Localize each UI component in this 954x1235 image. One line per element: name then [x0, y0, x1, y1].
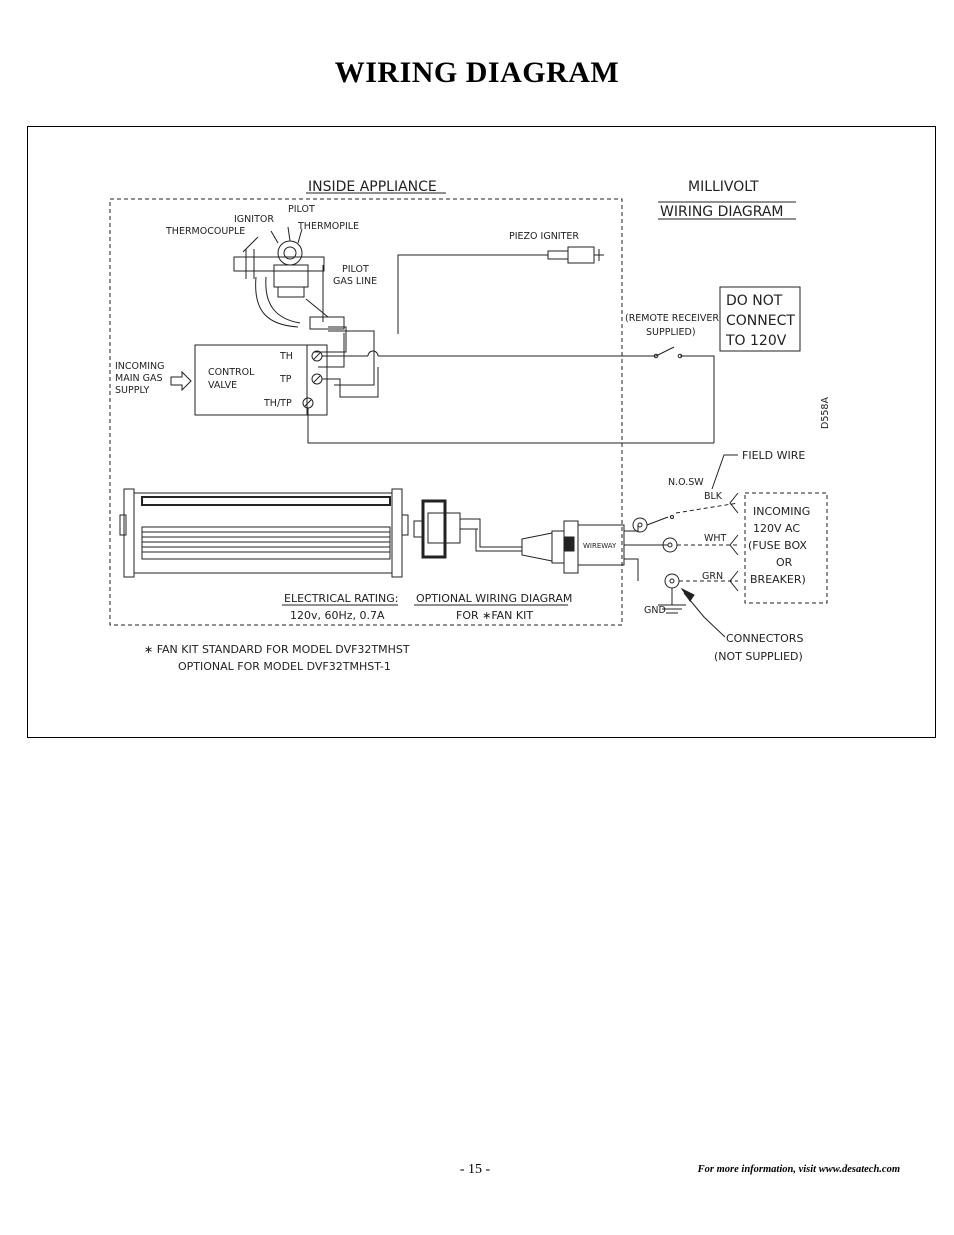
connectors-label-1: CONNECTORS: [726, 632, 804, 645]
wiring-diagram: [28, 127, 934, 736]
control-valve-label-1: CONTROL: [208, 367, 255, 378]
incoming-ac-label-3: (FUSE BOX: [748, 539, 807, 552]
grn-label: GRN: [702, 571, 724, 582]
incoming-ac-label-2: 120V AC: [753, 522, 801, 535]
incoming-gas-label-1: INCOMING: [115, 361, 165, 372]
pilot-assembly: [234, 227, 344, 329]
thermopile-label: THERMOPILE: [298, 221, 360, 232]
pilot-label: PILOT: [288, 204, 315, 215]
nosw-label: N.O.SW: [668, 477, 704, 488]
electrical-rating-label-2: 120v, 60Hz, 0.7A: [290, 609, 385, 622]
connector-blk: [633, 518, 647, 532]
page-title: WIRING DIAGRAM: [334, 56, 620, 89]
piezo-igniter: [398, 247, 604, 334]
remote-receiver-label-2: SUPPLIED): [646, 327, 696, 338]
wht-label: WHT: [704, 533, 727, 544]
th-label: TH: [280, 351, 293, 362]
remote-receiver-switch: [656, 347, 674, 356]
inside-appliance-label: INSIDE APPLIANCE: [308, 179, 437, 195]
fan-switch: [414, 501, 478, 557]
inside-appliance-boundary: [110, 199, 622, 625]
wireway-label: WIREWAY: [583, 542, 617, 550]
tp-label: TP: [280, 374, 292, 385]
pilot-gas-label-2: GAS LINE: [333, 276, 378, 287]
power-plug: [522, 533, 552, 561]
field-wire-label: FIELD WIRE: [742, 449, 806, 462]
electrical-rating-label-1: ELECTRICAL RATING:: [284, 592, 399, 605]
do-not-connect-1: DO NOT: [726, 293, 783, 309]
pilot-wire-3: [318, 333, 344, 367]
fan-kit-note-2: OPTIONAL FOR MODEL DVF32TMHST-1: [178, 660, 391, 673]
thtp-wire: [308, 408, 714, 443]
drawing-code: D558A: [820, 397, 831, 429]
field-wire-leader: [712, 455, 738, 489]
do-not-connect-3: TO 120V: [726, 333, 787, 349]
incoming-ac-label-4: OR: [776, 556, 793, 569]
incoming-gas-label-2: MAIN GAS: [115, 373, 163, 384]
diagram-frame: [27, 126, 936, 738]
incoming-gas-label-3: SUPPLY: [115, 385, 150, 396]
connectors-label-2: (NOT SUPPLIED): [714, 650, 803, 663]
millivolt-label: MILLIVOLT: [688, 179, 759, 195]
thermocouple-label: THERMOCOUPLE: [166, 226, 246, 237]
incoming-ac-label-5: BREAKER): [750, 573, 806, 586]
pilot-gas-label-1: PILOT: [342, 264, 369, 275]
gas-arrow-icon: [171, 372, 191, 390]
page-number: - 15 -: [459, 1162, 491, 1177]
no-switch: [647, 517, 668, 525]
blk-label: BLK: [704, 491, 723, 502]
ignitor-label: IGNITOR: [234, 214, 274, 225]
footer-info: For more information, visit www.desatech.com: [697, 1164, 900, 1175]
do-not-connect-2: CONNECT: [726, 313, 795, 329]
control-valve-label-2: VALVE: [208, 380, 238, 391]
wiring-diagram-label: WIRING DIAGRAM: [660, 204, 784, 220]
incoming-ac-label-1: INCOMING: [753, 505, 811, 518]
piezo-igniter-label: PIEZO IGNITER: [509, 231, 580, 242]
fan-kit-note-1: ∗ FAN KIT STANDARD FOR MODEL DVF32TMHST: [144, 643, 410, 656]
optional-wiring-label-1: OPTIONAL WIRING DIAGRAM: [416, 592, 573, 605]
fan-blower: [120, 489, 408, 577]
thtp-label: TH/TP: [264, 398, 292, 409]
connector-grn: [665, 574, 679, 588]
gnd-label: GND: [644, 605, 666, 616]
pilot-wire-2: [328, 331, 374, 385]
optional-wiring-label-2: FOR ∗FAN KIT: [456, 609, 534, 622]
remote-receiver-label-1: (REMOTE RECEIVER: [625, 313, 719, 324]
